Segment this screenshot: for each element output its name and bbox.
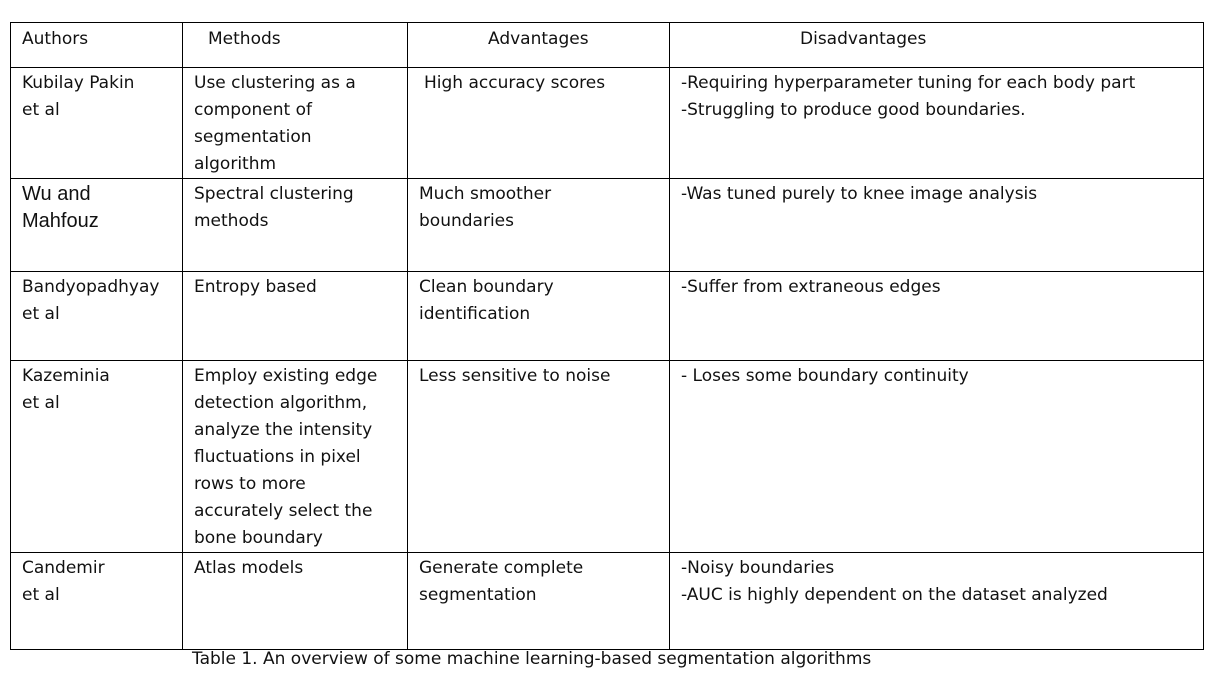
cell-methods: Entropy based bbox=[183, 272, 408, 361]
cell-methods: Use clustering as a component of segmentation algorithm bbox=[183, 68, 408, 179]
cell-advantages: Less sensitive to noise bbox=[408, 361, 670, 553]
table-row bbox=[11, 361, 1204, 553]
table-row bbox=[11, 179, 1204, 272]
cell-disadvantages: -Was tuned purely to knee image analysis bbox=[670, 179, 1204, 272]
cell-authors: Kubilay Pakin et al bbox=[11, 68, 183, 179]
cell-authors: Bandyopadhyay et al bbox=[11, 272, 183, 361]
table-row bbox=[11, 272, 1204, 361]
header-advantages: Advantages bbox=[408, 23, 670, 68]
cell-authors: Kazeminia et al bbox=[11, 361, 183, 553]
cell-advantages: Clean boundary identification bbox=[408, 272, 670, 361]
table-row bbox=[11, 553, 1204, 650]
cell-disadvantages: -Noisy boundaries -AUC is highly dependent on the dataset analyzed bbox=[670, 553, 1204, 650]
cell-disadvantages: -Requiring hyperparameter tuning for each body part -Struggling to produce good boundaries. bbox=[670, 68, 1204, 179]
cell-methods: Atlas models bbox=[183, 553, 408, 650]
header-methods: Methods bbox=[183, 23, 408, 68]
table-header-row bbox=[11, 23, 1204, 68]
cell-disadvantages: -Suffer from extraneous edges bbox=[670, 272, 1204, 361]
header-authors: Authors bbox=[11, 23, 183, 68]
cell-advantages: Generate complete segmentation bbox=[408, 553, 670, 650]
cell-disadvantages: - Loses some boundary continuity bbox=[670, 361, 1204, 553]
cell-advantages: Much smoother boundaries bbox=[408, 179, 670, 272]
table-caption: Table 1. An overview of some machine learning-based segmentation algorithms bbox=[192, 649, 872, 669]
header-disadvantages: Disadvantages bbox=[670, 23, 1204, 68]
comparison-table bbox=[10, 22, 1204, 650]
cell-methods: Employ existing edge detection algorithm, analyze the intensity fluctuations in pixel rows to more accurately select the bone boundary bbox=[183, 361, 408, 553]
cell-authors: Candemir et al bbox=[11, 553, 183, 650]
cell-authors: Wu and Mahfouz bbox=[11, 179, 183, 272]
cell-advantages: High accuracy scores bbox=[408, 68, 670, 179]
table-row bbox=[11, 68, 1204, 179]
cell-methods: Spectral clustering methods bbox=[183, 179, 408, 272]
